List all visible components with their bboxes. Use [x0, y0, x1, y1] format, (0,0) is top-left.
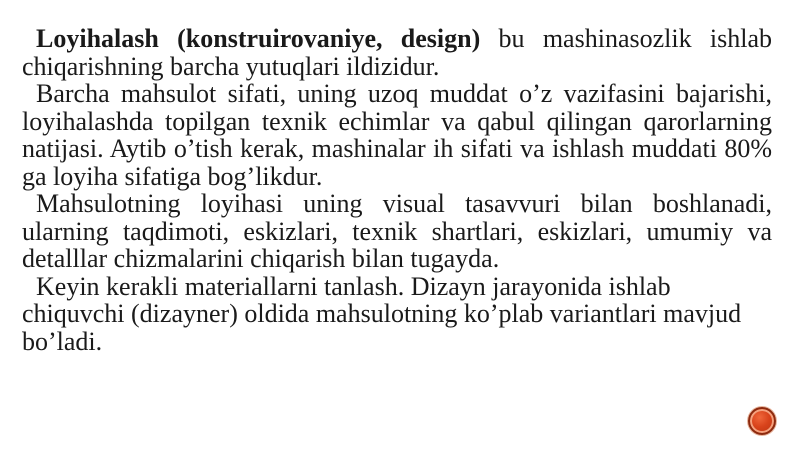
slide-text-body — [22, 25, 772, 355]
next-slide-button[interactable] — [748, 407, 776, 435]
paragraph-1-term: Loyihalash (konstruirovaniye, design) — [36, 24, 481, 53]
paragraph-2: Barcha mahsulot sifati, uning uzoq muddat o’z vazifasini bajarishi, loyihalashda topilgan texnik echimlar va qabul qilingan qarorlarning natijasi. Aytib o’tish kerak, mashinalar ih sifati va ishlash muddati 80% ga loyiha sifatiga bog’likdur. — [22, 79, 772, 191]
paragraph-1-text: bu mashinasozlik ishlab chiqarishning barcha yutuqlari ildizidur. — [22, 24, 772, 81]
paragraph-4: Keyin kerakli materiallarni tanlash. Dizayn jarayonida ishlab chiquvchi (dizayner) oldida mahsulotning ko’plab variantlari mavjud bo’ladi. — [22, 271, 742, 356]
paragraph-1 — [22, 25, 772, 80]
paragraph-3: Mahsulotning loyihasi uning visual tasavvuri bilan boshlanadi, ularning taqdimoti, eskizlari, texnik shartlari, eskizlari, umumiy va detalllar chizmalarini chiqarish bilan tugayda. — [22, 189, 772, 273]
